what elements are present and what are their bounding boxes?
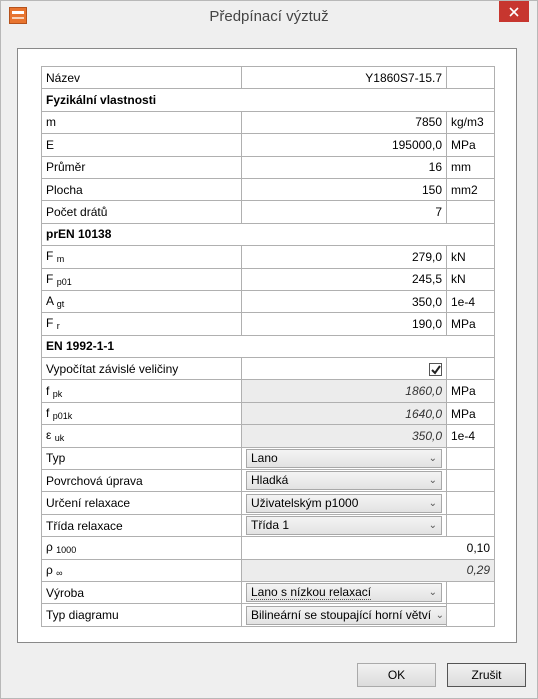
dropdown-select[interactable] [246,583,442,602]
property-row [42,581,495,603]
label-subscript: uk [54,433,65,444]
unit-cell: mm [447,156,495,178]
dropdown-value: Hladká [251,473,289,488]
label-text: m [46,115,56,130]
property-label [42,358,242,380]
property-label [42,604,242,626]
checkbox-cell[interactable] [242,358,447,380]
property-row [42,492,495,514]
close-icon [509,7,519,17]
dropdown-select[interactable] [246,516,442,535]
property-row [42,358,495,380]
label-subscript: p01 [56,276,72,287]
select-cell [242,581,447,603]
property-label [42,447,242,469]
properties-panel [17,48,517,643]
property-value[interactable]: 195000,0 [242,134,447,156]
label-text: ε [46,428,52,443]
label-text: f [46,383,50,398]
label-text: ρ [46,540,53,555]
unit-cell: mm2 [447,178,495,200]
property-label [42,559,242,581]
select-cell [242,470,447,492]
label-subscript: ∞ [56,567,63,578]
property-label [42,268,242,290]
dropdown-value: Uživatelským p1000 [251,495,359,510]
unit-cell: 1e-4 [447,290,495,312]
unit-cell [447,581,495,603]
unit-cell: kg/m3 [447,111,495,133]
label-text: Vypočítat závislé veličiny [46,361,179,376]
property-row [42,425,495,447]
property-label [42,111,242,133]
label-subscript: r [56,321,60,332]
section-header: prEN 10138 [42,223,495,245]
property-row [42,313,495,335]
property-label [42,537,242,559]
property-label [42,134,242,156]
property-label [42,290,242,312]
label-subscript: p01k [52,411,73,422]
label-subscript: 1000 [56,545,77,556]
property-label [42,313,242,335]
property-value[interactable]: 350,0 [242,290,447,312]
select-cell [242,492,447,514]
unit-cell [447,201,495,223]
label-text: F [46,271,54,286]
property-row [42,156,495,178]
property-value[interactable]: 7 [242,201,447,223]
chevron-down-icon: ⌄ [428,452,437,464]
dropdown-select[interactable] [246,471,442,490]
section-header: Fyzikální vlastnosti [42,89,495,111]
property-row [42,134,495,156]
label-text: A [46,294,54,309]
label-text: Třída relaxace [46,518,123,533]
property-row [42,514,495,536]
property-value[interactable]: 279,0 [242,246,447,268]
property-label [42,380,242,402]
property-row [42,178,495,200]
section-row [42,89,495,111]
dropdown-select[interactable] [246,449,442,468]
label-text: Název [46,70,81,85]
unit-cell [447,447,495,469]
label-text: Průměr [46,160,86,175]
chevron-down-icon: ⌄ [428,475,437,487]
unit-cell [447,358,495,380]
unit-cell: MPa [447,313,495,335]
property-row [42,246,495,268]
property-label [42,156,242,178]
close-button[interactable] [499,1,529,22]
property-row [42,537,495,559]
label-text: F [46,249,54,264]
property-row [42,447,495,469]
check-icon [431,365,441,375]
property-row [42,290,495,312]
property-row [42,559,495,581]
property-value: 1640,0 [242,402,447,424]
unit-cell: MPa [447,134,495,156]
property-label [42,67,242,89]
dropdown-value: Lano [251,450,278,465]
property-row [42,470,495,492]
property-row [42,201,495,223]
dropdown-value: Třída 1 [251,518,290,532]
label-text: Výroba [46,585,85,600]
property-value[interactable]: 150 [242,178,447,200]
property-value: 1860,0 [242,380,447,402]
window-title: Předpínací výztuž [209,8,329,25]
property-row [42,67,495,89]
label-subscript: gt [56,299,65,310]
label-text: Povrchová úprava [46,473,143,488]
property-row [42,402,495,424]
cancel-button[interactable]: Zrušit [447,663,526,687]
property-label [42,514,242,536]
label-subscript: pk [52,388,63,399]
label-text: Typ diagramu [46,608,119,623]
chevron-down-icon: ⌄ [435,609,444,621]
property-value: 0,29 [242,559,495,581]
unit-cell [447,514,495,536]
select-cell [242,447,447,469]
dropdown-select[interactable] [246,606,447,625]
section-row [42,335,495,357]
unit-cell [447,492,495,514]
property-label [42,492,242,514]
dropdown-value: Bilineární se stoupající horní větví [251,607,432,622]
unit-cell: MPa [447,402,495,424]
label-text: F [46,316,54,331]
compute-dependent-checkbox[interactable] [429,363,442,376]
unit-cell [447,470,495,492]
property-row [42,268,495,290]
property-value[interactable]: 190,0 [242,313,447,335]
chevron-down-icon: ⌄ [428,587,437,599]
property-label [42,178,242,200]
label-subscript: m [56,254,65,265]
property-label [42,402,242,424]
label-text: Určení relaxace [46,496,131,511]
unit-cell: 1e-4 [447,425,495,447]
chevron-down-icon: ⌄ [428,497,437,509]
ok-button[interactable]: OK [357,663,436,687]
property-row [42,380,495,402]
property-value[interactable]: 7850 [242,111,447,133]
unit-cell: kN [447,246,495,268]
unit-cell [447,604,495,626]
property-value[interactable]: 245,5 [242,268,447,290]
property-label [42,246,242,268]
dropdown-select[interactable] [246,494,442,513]
label-text: ρ [46,562,53,577]
properties-table [41,66,495,627]
property-label [42,470,242,492]
unit-cell [447,67,495,89]
property-label [42,201,242,223]
label-text: f [46,406,50,421]
label-text: Typ [46,451,66,466]
dropdown-value: Lano s nízkou relaxací [251,585,372,600]
property-value[interactable]: 0,10 [242,537,495,559]
property-row [42,604,495,626]
unit-cell: kN [447,268,495,290]
select-cell [242,604,447,626]
unit-cell: MPa [447,380,495,402]
property-row [42,111,495,133]
select-cell [242,514,447,536]
property-label [42,425,242,447]
section-row [42,223,495,245]
chevron-down-icon: ⌄ [428,520,437,531]
label-text: Plocha [46,182,83,197]
title-bar[interactable] [1,1,537,31]
property-value: 350,0 [242,425,447,447]
property-value[interactable]: 16 [242,156,447,178]
section-header: EN 1992-1-1 [42,335,495,357]
property-label [42,581,242,603]
label-text: Počet drátů [46,205,108,220]
label-text: E [46,137,55,152]
property-value[interactable]: Y1860S7-15.7 [242,67,447,89]
